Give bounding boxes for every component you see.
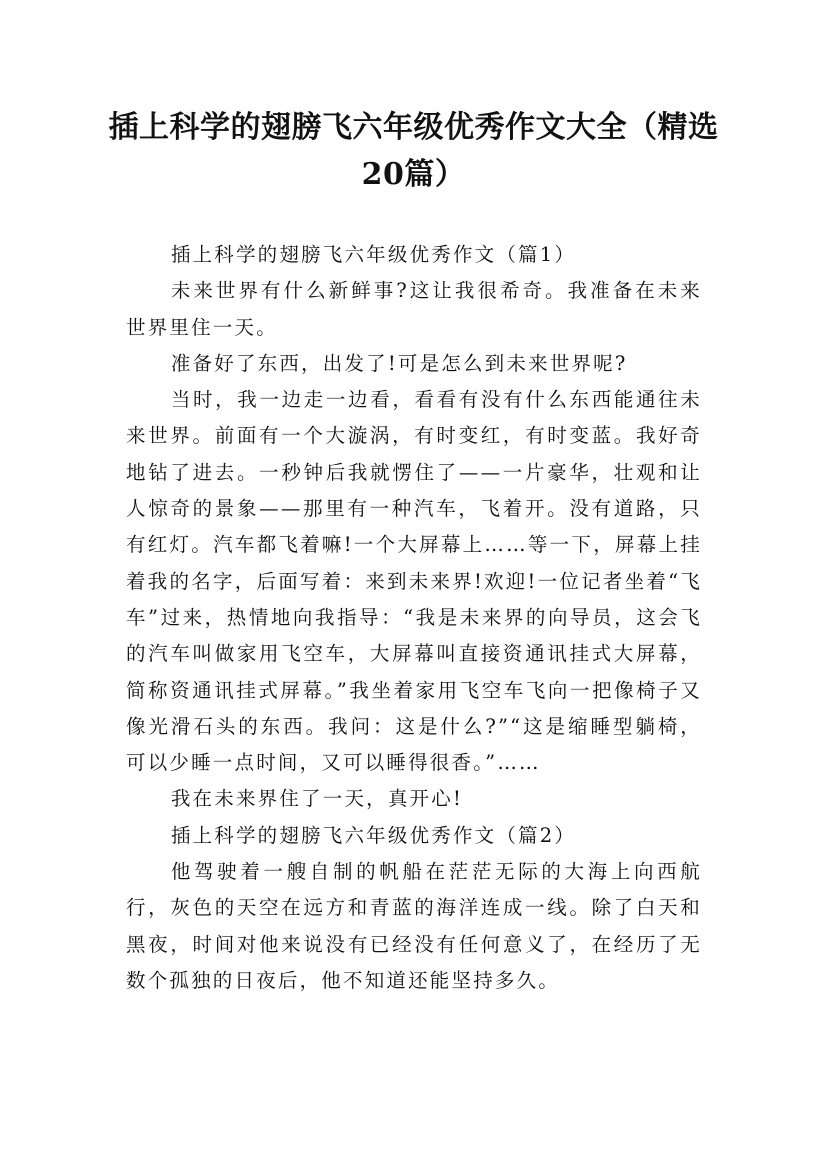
- paragraph: 准备好了东西，出发了!可是怎么到未来世界呢?: [170, 351, 628, 375]
- paragraph: 我在未来界住了一天，真开心!: [170, 787, 463, 811]
- paragraph: 当时，我一边走一边看，看看有没有什么东西能通往未来世界。前面有一个大漩涡，有时变红，有时变蓝。我好奇地钻了进去。一秒钟后我就愣住了——一片豪华，壮观和让人惊奇的景象——那里有一种汽车，飞着开。没有道路，只有红灯。汽车都飞着嘛!一个大屏幕上……等一下，屏幕上挂着我的名字，后面写着：来到未来界!欢迎!一位记者坐着“飞车”过来，热情地向我指导：“我是未来界的向导员，这会飞的汽车叫做家用飞空车，大屏幕叫直接资通讯挂式大屏幕，简称资通讯挂式屏幕。”我坐着家用飞空车飞向一把像椅子又像光滑石头的东西。我问：这是什么?”“这是缩睡型躺椅，可以少睡一点时间，又可以睡得很香。”……: [126, 388, 702, 775]
- document-title: 插上科学的翅膀飞六年级优秀作文大全（精选20篇）: [108, 110, 719, 192]
- section-heading-1: 插上科学的翅膀飞六年级优秀作文（篇1）: [170, 243, 577, 266]
- paragraph: 他驾驶着一艘自制的帆船在茫茫无际的大海上向西航行，灰色的天空在远方和青蓝的海洋连成一线。除了白天和黑夜，时间对他来说没有已经没有任何意义了，在经历了无数个孤独的日夜后，他不知道还能坚持多久。: [126, 860, 702, 992]
- document-body: [126, 237, 702, 999]
- paragraph: 未来世界有什么新鲜事?这让我很希奇。我准备在未来世界里住一天。: [126, 279, 702, 339]
- section-heading-2: 插上科学的翅膀飞六年级优秀作文（篇2）: [170, 823, 577, 847]
